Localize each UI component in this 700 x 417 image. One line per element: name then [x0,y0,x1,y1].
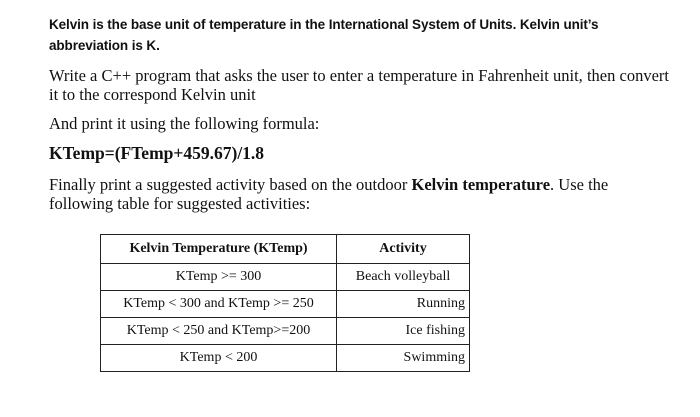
condition-cell: KTemp < 250 and KTemp>=200 [101,318,337,345]
activities-table [100,234,470,372]
table-row [101,291,470,318]
finally-text-bold: Kelvin temperature [411,175,551,194]
formula-label: And print it using the following formula: [49,114,320,133]
activity-cell: Ice fishing [337,318,470,345]
intro-paragraph: Kelvin is the base unit of temperature in the International System of Units. Kelvin unit’s abbreviation is K. [49,17,599,53]
table-row [101,318,470,345]
header-activity: Activity [337,235,470,264]
finally-text-before: Finally print a suggested activity based on the outdoor [49,175,412,194]
header-kelvin-temperature: Kelvin Temperature (KTemp) [101,235,337,264]
task-paragraph: Write a C++ program that asks the user to enter a temperature in Fahrenheit unit, then convert it to the correspond Kelvin unit [49,66,669,104]
condition-cell: KTemp >= 300 [101,264,337,291]
finally-paragraph [49,175,669,213]
table-row [101,264,470,291]
activity-cell: Swimming [337,345,470,372]
activity-cell: Beach volleyball [337,264,470,291]
table-header-row [101,235,470,264]
condition-cell: KTemp < 300 and KTemp >= 250 [101,291,337,318]
condition-cell: KTemp < 200 [101,345,337,372]
formula: KTemp=(FTemp+459.67)/1.8 [49,143,265,163]
table-row [101,345,470,372]
finally-text-after: . Use the following table for suggested activities: [49,175,609,213]
document-page [49,14,669,224]
activity-cell: Running [337,291,470,318]
